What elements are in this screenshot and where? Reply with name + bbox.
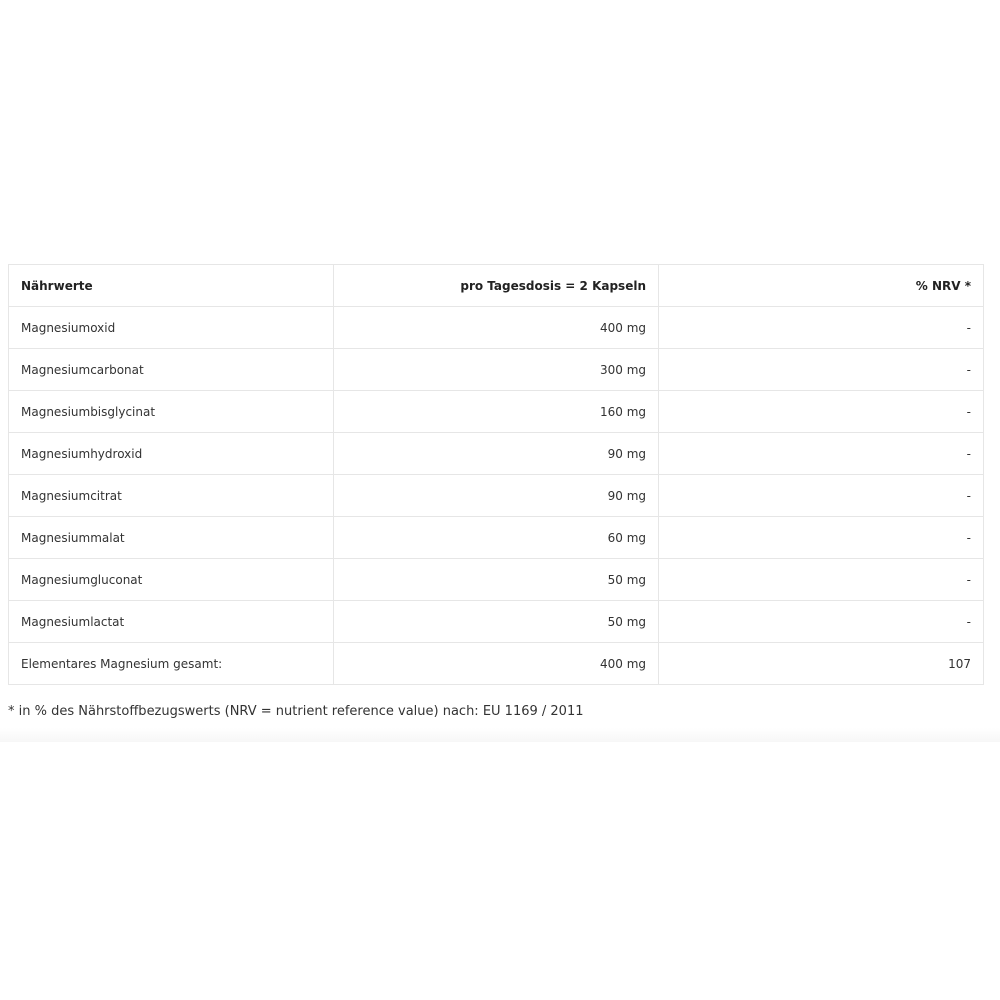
row-name: Magnesiummalat xyxy=(9,517,334,559)
row-nrv: - xyxy=(659,307,984,349)
header-daily-dose: pro Tagesdosis = 2 Kapseln xyxy=(334,265,659,307)
nrv-footnote: * in % des Nährstoffbezugswerts (NRV = nutrient reference value) nach: EU 1169 / 2011 xyxy=(8,704,584,719)
row-nrv: 107 xyxy=(659,643,984,685)
table-row-total xyxy=(9,643,984,685)
table-row xyxy=(9,307,984,349)
table-row xyxy=(9,349,984,391)
row-nrv: - xyxy=(659,391,984,433)
table-row xyxy=(9,475,984,517)
table-row xyxy=(9,391,984,433)
table-row xyxy=(9,433,984,475)
nutrition-table-container xyxy=(8,264,983,685)
row-dose: 400 mg xyxy=(334,643,659,685)
row-dose: 300 mg xyxy=(334,349,659,391)
row-nrv: - xyxy=(659,601,984,643)
header-nutrients: Nährwerte xyxy=(9,265,334,307)
table-row xyxy=(9,601,984,643)
table-row xyxy=(9,517,984,559)
row-dose: 60 mg xyxy=(334,517,659,559)
row-nrv: - xyxy=(659,517,984,559)
table-header-row xyxy=(9,265,984,307)
header-nrv: % NRV * xyxy=(659,265,984,307)
row-nrv: - xyxy=(659,559,984,601)
row-nrv: - xyxy=(659,349,984,391)
row-nrv: - xyxy=(659,433,984,475)
row-name: Magnesiumlactat xyxy=(9,601,334,643)
row-dose: 400 mg xyxy=(334,307,659,349)
section-divider xyxy=(0,728,1000,742)
row-name: Elementares Magnesium gesamt: xyxy=(9,643,334,685)
nutrition-table xyxy=(8,264,984,685)
row-dose: 90 mg xyxy=(334,475,659,517)
row-dose: 50 mg xyxy=(334,559,659,601)
row-nrv: - xyxy=(659,475,984,517)
row-name: Magnesiumbisglycinat xyxy=(9,391,334,433)
row-dose: 90 mg xyxy=(334,433,659,475)
row-name: Magnesiumoxid xyxy=(9,307,334,349)
row-dose: 160 mg xyxy=(334,391,659,433)
row-name: Magnesiumgluconat xyxy=(9,559,334,601)
row-name: Magnesiumcitrat xyxy=(9,475,334,517)
row-name: Magnesiumhydroxid xyxy=(9,433,334,475)
table-row xyxy=(9,559,984,601)
row-name: Magnesiumcarbonat xyxy=(9,349,334,391)
row-dose: 50 mg xyxy=(334,601,659,643)
